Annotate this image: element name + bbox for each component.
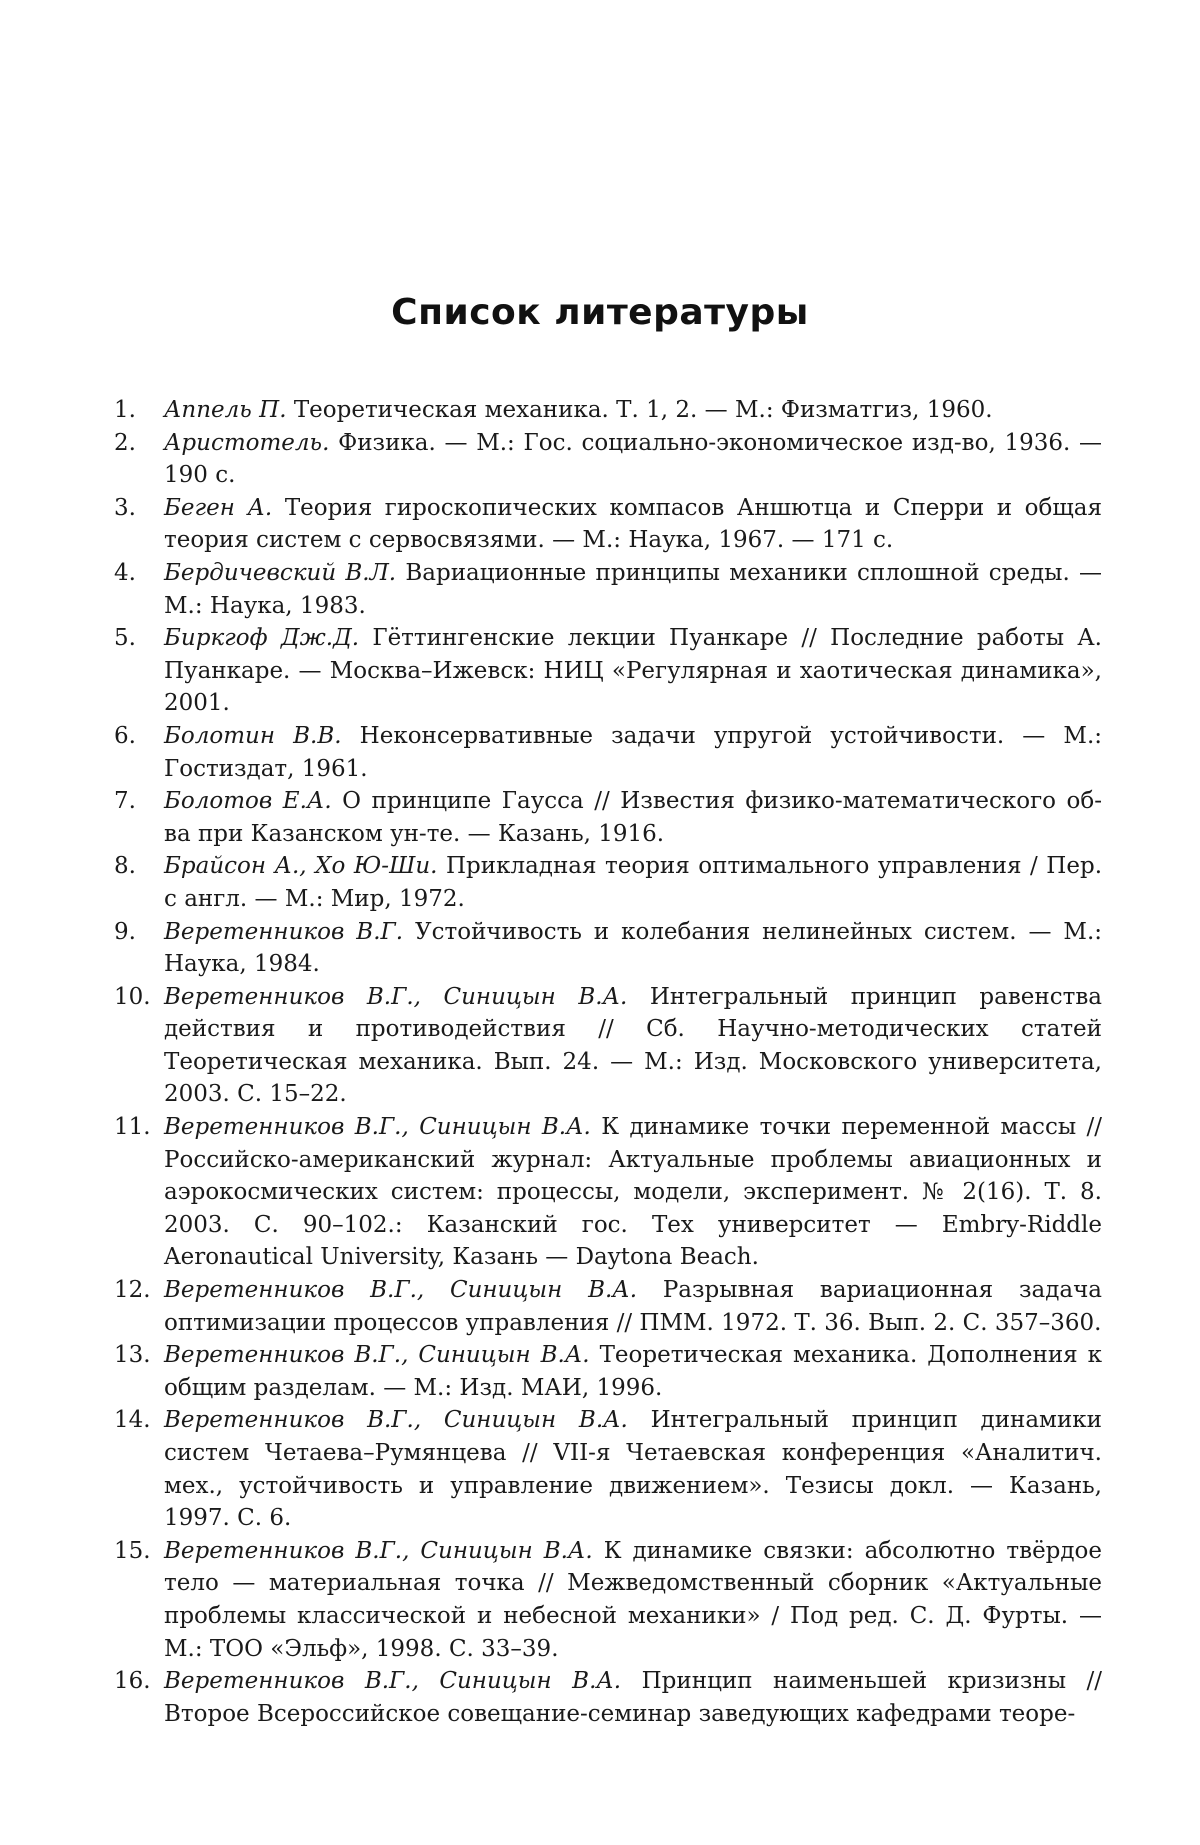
reference-number: 9.: [114, 918, 136, 945]
reference-authors: Веретенников В.Г., Синицын В.А.: [164, 1342, 590, 1369]
reference-item: [114, 1339, 1103, 1404]
reference-text: Неконсервативные задачи упругой устойчивости. — М.: Гостиздат, 1961.: [164, 722, 1103, 782]
reference-number: 12.: [114, 1277, 151, 1304]
reference-number: 8.: [114, 853, 136, 880]
reference-text: Разрывная вариационная задача оптимизации процессов управления // ПММ. 1972. Т. 36. Вып. 2. С. 357–360.: [164, 1277, 1102, 1336]
reference-text: К динамике связки: абсолютно твёрдое тело — материальная точка // Межведомственный сборник «Актуальные проблемы классической и небесной механики» / Под ред. С. Д. Фурты. — М.: ТОО «Эльф», 1998. С. 33–39.: [164, 1537, 1103, 1662]
reference-authors: Болотин В.В.: [164, 722, 342, 749]
reference-number: 4.: [114, 559, 136, 586]
reference-number: 15.: [114, 1537, 151, 1564]
reference-authors: Болотов Е.А.: [164, 788, 332, 815]
reference-text: О принципе Гаусса // Известия физико-математического об-ва при Казанском ун-те. — Казань, 1916.: [164, 788, 1102, 847]
reference-item: [114, 427, 1102, 492]
reference-authors: Веретенников В.Г., Синицын В.А.: [164, 983, 628, 1010]
reference-authors: Веретенников В.Г., Синицын В.А.: [164, 1114, 591, 1141]
reference-text: Теоретическая механика. Т. 1, 2. — М.: Физматгиз, 1960.: [293, 397, 993, 423]
reference-number: 5.: [114, 625, 136, 652]
reference-text: Теоретическая механика. Дополнения к общим разделам. — М.: Изд. МАИ, 1996.: [164, 1342, 1103, 1401]
reference-item: [114, 1274, 1102, 1339]
reference-number: 6.: [114, 722, 136, 749]
reference-item: [114, 1665, 1103, 1730]
reference-authors: Брайсон А., Хо Ю-Ши.: [164, 853, 438, 880]
reference-authors: Веретенников В.Г., Синицын В.А.: [164, 1407, 628, 1434]
reference-item: [114, 394, 1102, 427]
reference-authors: Аппель П.: [164, 397, 287, 423]
reference-text: Прикладная теория оптимального управления / Пер. с англ. — М.: Мир, 1972.: [164, 853, 1103, 912]
reference-authors: Веретенников В.Г., Синицын В.А.: [164, 1537, 593, 1564]
reference-item: [114, 622, 1102, 720]
reference-authors: Веретенников В.Г.: [164, 918, 404, 945]
reference-number: 3.: [114, 494, 136, 521]
reference-authors: Биркгоф Дж.Д.: [164, 625, 360, 652]
reference-number: 10.: [114, 983, 151, 1010]
reference-item: [114, 557, 1103, 622]
reference-text: Принцип наименьшей кризизны // Второе Всероссийское совещание-семинар заведующих кафедрами теоре-: [164, 1668, 1103, 1727]
reference-text: Теория гироскопических компасов Аншютца и Сперри и общая теория систем с сервосвязями. — М.: Наука, 1967. — 171 с.: [164, 494, 1102, 554]
page-title: Список литературы: [391, 292, 809, 333]
reference-item: [114, 785, 1102, 850]
reference-text: Гёттингенские лекции Пуанкаре // Последние работы А. Пуанкаре. — Москва–Ижевск: НИЦ «Регулярная и хаотическая динамика», 2001.: [164, 625, 1102, 717]
reference-item: [114, 916, 1103, 981]
reference-number: 16.: [114, 1668, 151, 1695]
reference-text: Интегральный принцип динамики систем Четаева–Румянцева // VII-я Четаевская конференция «Аналитич. мех., устойчивость и управление движением». Тезисы докл. — Казань, 1997. С. 6.: [164, 1407, 1102, 1532]
reference-number: 2.: [114, 429, 136, 456]
reference-number: 1.: [114, 397, 136, 423]
reference-number: 7.: [114, 788, 136, 815]
reference-item: [114, 492, 1102, 557]
reference-authors: Веретенников В.Г., Синицын В.А.: [164, 1277, 638, 1304]
reference-number: 11.: [114, 1114, 151, 1141]
reference-item: [114, 720, 1103, 785]
reference-item: [114, 1535, 1103, 1665]
reference-text: Вариационные принципы механики сплошной среды. — М.: Наука, 1983.: [164, 559, 1103, 619]
reference-number: 13.: [114, 1342, 151, 1369]
reference-authors: Бердичевский В.Л.: [164, 559, 397, 586]
reference-item: [114, 1111, 1103, 1274]
reference-text: Устойчивость и колебания нелинейных систем. — М.: Наука, 1984.: [164, 918, 1103, 978]
reference-item: [114, 850, 1103, 915]
reference-number: 14.: [114, 1407, 151, 1434]
reference-item: [114, 1404, 1102, 1534]
reference-authors: Веретенников В.Г., Синицын В.А.: [164, 1668, 622, 1695]
reference-item: [114, 981, 1102, 1111]
reference-authors: Аристотель.: [164, 429, 330, 456]
reference-authors: Беген А.: [164, 494, 273, 521]
reference-list: [114, 394, 1103, 1730]
reference-text: Интегральный принцип равенства действия и противодействия // Сб. Научно-методических статей Теоретическая механика. Вып. 24. — М.: Изд. Московского университета, 2003. С. 15–22.: [164, 983, 1102, 1108]
reference-text: К динамике точки переменной массы // Российско-американский журнал: Актуальные проблемы авиационных и аэрокосмических систем: процессы, модели, эксперимент. № 2(16). Т. 8. 2003. С. 90–102.: Казанский гос. Тех университет — Embry-Riddle Aeronautical University, Казань — Daytona Beach.: [164, 1114, 1103, 1271]
reference-text: Физика. — М.: Гос. социально-экономическое изд-во, 1936. — 190 с.: [164, 429, 1102, 489]
